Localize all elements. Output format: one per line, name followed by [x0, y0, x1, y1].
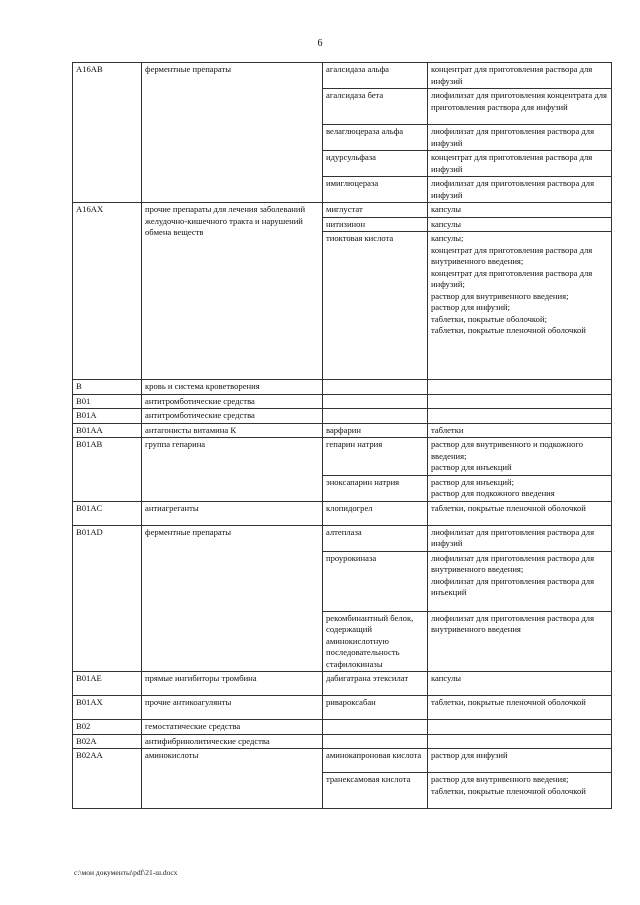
atc-code-cell: B01AX [73, 696, 142, 720]
atc-code-cell: B01AB [73, 438, 142, 502]
drug-name-cell: проурокиназа [323, 551, 428, 611]
drug-name-cell [323, 394, 428, 409]
dosage-form-cell [428, 734, 612, 749]
pharmacological-group-cell: антитромботические средства [142, 394, 323, 409]
drug-table [72, 62, 612, 809]
pharmacological-group-cell: антитромботические средства [142, 409, 323, 424]
pharmacological-group-cell: группа гепарина [142, 438, 323, 502]
dosage-form-cell: лиофилизат для приготовления раствора для внутривенного введения [428, 611, 612, 672]
atc-code-cell: B01AE [73, 672, 142, 696]
dosage-form-cell [428, 720, 612, 735]
table-row [73, 438, 612, 476]
dosage-form-cell: лиофилизат для приготовления раствора для внутривенного введения; лиофилизат для приготовления раствора для инъекций [428, 551, 612, 611]
table-row [73, 380, 612, 395]
table-row [73, 672, 612, 696]
pharmacological-group-cell: кровь и система кроветворения [142, 380, 323, 395]
atc-code-cell: B02 [73, 720, 142, 735]
pharmacological-group-cell: гемостатические средства [142, 720, 323, 735]
drug-name-cell: алтеплаза [323, 525, 428, 551]
table-row [73, 394, 612, 409]
pharmacological-group-cell: антифибринолитические средства [142, 734, 323, 749]
dosage-form-cell: таблетки, покрытые пленочной оболочкой [428, 501, 612, 525]
dosage-form-cell: лиофилизат для приготовления концентрата для приготовления раствора для инфузий [428, 89, 612, 125]
drug-name-cell [323, 409, 428, 424]
pharmacological-group-cell: прочие антикоагулянты [142, 696, 323, 720]
table-row [73, 63, 612, 89]
drug-name-cell: дабигатрана этексилат [323, 672, 428, 696]
drug-name-cell: агалсидаза бета [323, 89, 428, 125]
atc-code-cell: A16AB [73, 63, 142, 203]
dosage-form-cell [428, 394, 612, 409]
drug-name-cell: рекомбинантный белок, содержащий аминокислотную последовательность стафилокиназы [323, 611, 428, 672]
dosage-form-cell: капсулы [428, 203, 612, 218]
atc-code-cell: B [73, 380, 142, 395]
atc-code-cell: B01AC [73, 501, 142, 525]
dosage-form-cell: концентрат для приготовления раствора для инфузий [428, 63, 612, 89]
table-row [73, 423, 612, 438]
table-row [73, 720, 612, 735]
dosage-form-cell: капсулы [428, 672, 612, 696]
dosage-form-cell: лиофилизат для приготовления раствора для инфузий [428, 177, 612, 203]
table-row [73, 203, 612, 218]
footer-file-path: c:\мои документы\pdf\21-ш.docx [74, 868, 178, 877]
drug-name-cell: гепарин натрия [323, 438, 428, 476]
table-row [73, 734, 612, 749]
table-row [73, 749, 612, 773]
pharmacological-group-cell: аминокислоты [142, 749, 323, 809]
atc-code-cell: B01A [73, 409, 142, 424]
dosage-form-cell: лиофилизат для приготовления раствора для инфузий [428, 525, 612, 551]
table-row [73, 501, 612, 525]
dosage-form-cell [428, 409, 612, 424]
pharmacological-group-cell: ферментные препараты [142, 525, 323, 672]
atc-code-cell: B02A [73, 734, 142, 749]
pharmacological-group-cell: прямые ингибиторы тромбина [142, 672, 323, 696]
pharmacological-group-cell: антиагреганты [142, 501, 323, 525]
drug-name-cell: аминокапроновая кислота [323, 749, 428, 773]
dosage-form-cell: раствор для инъекций; раствор для подкожного введения [428, 475, 612, 501]
drug-name-cell: эноксапарин натрия [323, 475, 428, 501]
drug-name-cell [323, 734, 428, 749]
table-row [73, 409, 612, 424]
pharmacological-group-cell: прочие препараты для лечения заболеваний желудочно-кишечного тракта и нарушений обмена веществ [142, 203, 323, 380]
pharmacological-group-cell: ферментные препараты [142, 63, 323, 203]
atc-code-cell: A16AX [73, 203, 142, 380]
table-row [73, 696, 612, 720]
page-number: 6 [317, 38, 323, 49]
drug-name-cell: велаглюцераза альфа [323, 125, 428, 151]
drug-name-cell [323, 380, 428, 395]
dosage-form-cell: капсулы; концентрат для приготовления раствора для внутривенного введения; концентрат для приготовления раствора для инфузий; раствор для внутривенного введения; раствор для инфузий; таблетки, покрытые оболочкой; таблетки, покрытые пленочной оболочкой [428, 232, 612, 380]
drug-name-cell: миглустат [323, 203, 428, 218]
dosage-form-cell: раствор для внутривенного и подкожного введения; раствор для инъекций [428, 438, 612, 476]
drug-name-cell: транексамовая кислота [323, 773, 428, 809]
dosage-form-cell: концентрат для приготовления раствора для инфузий [428, 151, 612, 177]
table-row [73, 525, 612, 551]
dosage-form-cell: раствор для внутривенного введения; таблетки, покрытые пленочной оболочкой [428, 773, 612, 809]
dosage-form-cell: лиофилизат для приготовления раствора для инфузий [428, 125, 612, 151]
dosage-form-cell: раствор для инфузий [428, 749, 612, 773]
dosage-form-cell: капсулы [428, 217, 612, 232]
drug-name-cell: тиоктовая кислота [323, 232, 428, 380]
drug-name-cell: имиглюцераза [323, 177, 428, 203]
drug-name-cell: варфарин [323, 423, 428, 438]
drug-name-cell: идурсульфаза [323, 151, 428, 177]
dosage-form-cell: таблетки [428, 423, 612, 438]
drug-name-cell: нитизинон [323, 217, 428, 232]
atc-code-cell: B01AD [73, 525, 142, 672]
drug-name-cell: клопидогрел [323, 501, 428, 525]
drug-name-cell [323, 720, 428, 735]
dosage-form-cell [428, 380, 612, 395]
atc-code-cell: B01AA [73, 423, 142, 438]
pharmacological-group-cell: антагонисты витамина К [142, 423, 323, 438]
drug-name-cell: агалсидаза альфа [323, 63, 428, 89]
drug-name-cell: ривароксабан [323, 696, 428, 720]
atc-code-cell: B01 [73, 394, 142, 409]
atc-code-cell: B02AA [73, 749, 142, 809]
dosage-form-cell: таблетки, покрытые пленочной оболочкой [428, 696, 612, 720]
